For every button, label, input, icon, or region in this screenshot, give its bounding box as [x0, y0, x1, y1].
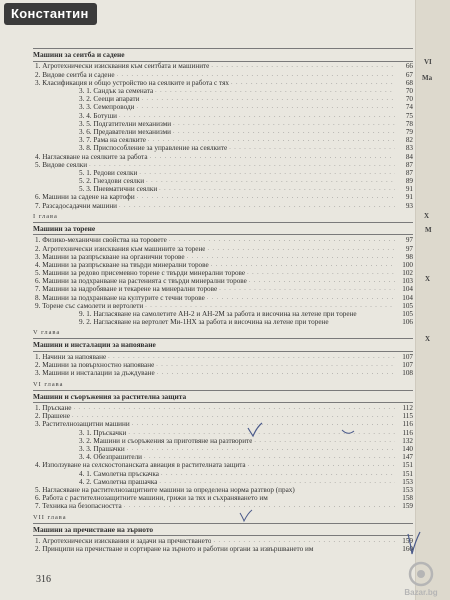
leader-dots: [145, 302, 395, 310]
entry-page-number: 112: [402, 404, 413, 413]
leader-dots: [128, 429, 395, 437]
entry-page-number: 102: [402, 269, 413, 278]
entry-page-number: 153: [402, 485, 413, 494]
bazar-logo-watermark: [396, 560, 446, 598]
toc-entry: [33, 120, 413, 128]
leader-dots: [207, 245, 395, 253]
entry-text: 2. Агротехнически изисквания към машините за торене: [35, 244, 206, 253]
leader-dots: [157, 369, 395, 377]
entry-text: 1. Физико-механични свойства на торовете: [35, 236, 167, 245]
entry-page-number: 116: [402, 428, 413, 437]
toc-section: [33, 513, 413, 554]
entry-text: 9. 2. Нагласяване на вертолет Ми-1НХ за работа и височина на летене при торене: [79, 318, 329, 327]
toc-entry: [33, 404, 413, 412]
entry-page-number: 68: [405, 78, 413, 87]
entry-page-number: 70: [405, 95, 413, 104]
entry-page-number: 97: [405, 236, 413, 245]
entry-page-number: 153: [402, 477, 413, 486]
divider: [33, 222, 413, 223]
entry-text: 3. 3. Семепроводи: [79, 103, 135, 112]
entry-page-number: 132: [402, 436, 413, 445]
leader-dots: [136, 103, 395, 111]
entry-page-number: 105: [402, 310, 413, 319]
entry-page-number: 87: [405, 168, 413, 177]
toc-entry: [33, 261, 413, 269]
entry-text: 2. Видове сеитба и садене: [35, 70, 115, 79]
entry-text: 3. 4. Ботуши: [79, 111, 118, 120]
toc-entry: [33, 103, 413, 111]
entry-text: 3. 4. Обезпрашители: [79, 453, 143, 462]
leader-dots: [150, 153, 395, 161]
leader-dots: [249, 277, 395, 285]
leader-dots: [146, 177, 395, 185]
toc-entry: [33, 494, 413, 502]
entry-text: 5. 2. Гнездови сеялки: [79, 177, 145, 186]
leader-dots: [231, 79, 395, 87]
entry-page-number: 87: [405, 160, 413, 169]
entry-text: 3. 1. Сандък за семената: [79, 87, 154, 96]
entry-page-number: 103: [402, 277, 413, 286]
divider: [33, 61, 413, 62]
leader-dots: [117, 71, 395, 79]
toc-entry: [33, 537, 413, 545]
entry-text: 3. 1. Пръскачки: [79, 428, 127, 437]
leader-dots: [139, 169, 395, 177]
leader-dots: [127, 445, 395, 453]
leader-dots: [169, 236, 395, 244]
toc-entry: [33, 361, 413, 369]
adjacent-page-fragment: VI: [424, 58, 432, 66]
entry-text: 7. Машини за надробяване и текарене на минерални торове: [35, 285, 218, 294]
leader-dots: [213, 537, 395, 545]
entry-text: 3. Класификация и общо устройство на сеялките и работа с тях: [35, 78, 229, 87]
entry-page-number: 107: [402, 361, 413, 370]
toc-entry: [33, 453, 413, 461]
chapter-title: Машини за пречистване на зърното: [33, 524, 154, 534]
entry-page-number: 91: [405, 185, 413, 194]
entry-text: 3. Машини за разпръскване на органични торове: [35, 252, 185, 261]
entry-text: 4. 1. Самолетна пръскачка: [79, 469, 159, 478]
toc-entry: [33, 353, 413, 361]
toc-entry: [33, 310, 413, 318]
entry-page-number: 160: [402, 545, 413, 554]
toc-entry: [33, 161, 413, 169]
leader-dots: [132, 420, 395, 428]
toc-entry: [33, 202, 413, 210]
entry-page-number: 159: [402, 502, 413, 511]
entry-page-number: 97: [405, 244, 413, 253]
entry-page-number: 151: [402, 461, 413, 470]
entry-text: 4. Нагласяване на сеялките за работа: [35, 152, 148, 161]
entry-text: 9. 1. Нагласяване на самолетите АН-2 и АН-2М за работа и височина на летене при торене: [79, 310, 357, 319]
divider: [33, 535, 413, 536]
divider: [33, 402, 413, 403]
entry-text: 3. 2. Машини и съоръжения за приготвяне на разтворите: [79, 436, 253, 445]
toc-entry: [33, 177, 413, 185]
entry-text: 9. Торене със самолети и вертолети: [35, 301, 144, 310]
entry-text: 3. 7. Рама на сеялките: [79, 136, 146, 145]
toc-entry: [33, 277, 413, 285]
adjacent-page-fragment: X: [425, 335, 431, 343]
entry-text: 6. Работа с растителнозащитните машини, грижи за тях и съхраняването им: [35, 494, 268, 503]
leader-dots: [211, 261, 395, 269]
entry-text: 1. Агротехнически изисквания към сеитбата и машините: [35, 62, 210, 71]
toc-entry: [33, 95, 413, 103]
entry-page-number: 93: [405, 201, 413, 210]
leader-dots: [159, 478, 395, 486]
toc-entry: [33, 144, 413, 152]
leader-dots: [74, 404, 396, 412]
toc-entry: [33, 245, 413, 253]
entry-page-number: 74: [405, 103, 413, 112]
leader-dots: [108, 353, 395, 361]
entry-page-number: 116: [402, 420, 413, 429]
leader-dots: [248, 461, 395, 469]
chapter-title: Машини за сеитба и садене: [33, 50, 125, 59]
entry-text: 7. Техника на безопасността: [35, 502, 122, 511]
toc-entry: [33, 502, 413, 510]
entry-text: 3. 8. Приспособление за управление на сеялките: [79, 144, 228, 153]
entry-text: 7. Разсадосадачни машини: [35, 201, 118, 210]
toc-entry: [33, 236, 413, 244]
chapter-label: VI глава: [33, 380, 64, 388]
divider: [33, 351, 413, 352]
entry-text: 1. Начини за напояване: [35, 352, 107, 361]
divider: [33, 234, 413, 235]
toc-entry: [33, 128, 413, 136]
entry-text: 3. 5. Подгатителни механизми: [79, 119, 172, 128]
toc-entry: [33, 79, 413, 87]
leader-dots: [229, 144, 395, 152]
entry-page-number: 104: [402, 285, 413, 294]
divider: [33, 390, 413, 391]
chapter-title: Машини и инсталации за напояване: [33, 340, 156, 350]
toc-entry: [33, 445, 413, 453]
entry-page-number: 140: [402, 444, 413, 453]
entry-page-number: 83: [405, 144, 413, 153]
leader-dots: [148, 136, 395, 144]
toc-entry: [33, 194, 413, 202]
entry-text: 1. Пръскане: [35, 404, 72, 413]
entry-text: 2. Прашене: [35, 412, 70, 421]
toc-entry: [33, 461, 413, 469]
toc-entry: [33, 437, 413, 445]
entry-text: 6. Машини за садене на картофи: [35, 193, 135, 202]
entry-page-number: 151: [402, 469, 413, 478]
entry-page-number: 67: [405, 70, 413, 79]
entry-text: 3. 2. Сеещи апарати: [79, 95, 140, 104]
svg-text:Bazar.bg: Bazar.bg: [404, 588, 438, 597]
entry-text: 3. Растителнозащитни машини: [35, 420, 130, 429]
entry-page-number: 107: [402, 352, 413, 361]
entry-text: 2. Принципи на пречистване и сортиране на зърното и работни органи за извършването им: [35, 545, 314, 554]
entry-page-number: 91: [405, 193, 413, 202]
adjacent-page-fragment: X: [424, 212, 430, 220]
leader-dots: [119, 202, 395, 210]
entry-page-number: 158: [402, 494, 413, 503]
entry-page-number: 100: [402, 260, 413, 269]
entry-page-number: 147: [402, 453, 413, 462]
chapter-label: V глава: [33, 329, 61, 337]
toc-entry: [33, 318, 413, 326]
leader-dots: [142, 95, 395, 103]
toc-entry: [33, 486, 413, 494]
toc-entry: [33, 429, 413, 437]
divider: [33, 338, 413, 339]
toc-entry: [33, 545, 413, 553]
leader-dots: [155, 87, 395, 95]
entry-page-number: 104: [402, 293, 413, 302]
divider: [33, 48, 413, 49]
entry-page-number: 89: [405, 177, 413, 186]
entry-text: 5. Нагласяване на растителнозащитните машини за определена норма разтвор (прах): [35, 485, 295, 494]
entry-text: 5. 1. Редови сеялки: [79, 168, 138, 177]
entry-page-number: 98: [405, 252, 413, 261]
toc-entry: [33, 294, 413, 302]
entry-text: 3. 6. Предавателни механизми: [79, 127, 171, 136]
toc-entry: [33, 420, 413, 428]
chapter-label: VII глава: [33, 513, 67, 521]
leader-dots: [161, 470, 395, 478]
toc-entry: [33, 286, 413, 294]
page-number: 316: [36, 574, 51, 585]
leader-dots: [173, 120, 395, 128]
entry-text: 5. Видове сеялки: [35, 160, 88, 169]
toc-section: [33, 38, 413, 210]
entry-text: 5. Машини за редово присемевно торене с твърди минерални торове: [35, 269, 246, 278]
adjacent-page-fragment: X: [425, 275, 431, 283]
entry-page-number: 115: [402, 412, 413, 421]
leader-dots: [156, 361, 395, 369]
entry-text: 8. Машини за подхранване на културите с течни торове: [35, 293, 205, 302]
adjacent-page-fragment: Ma: [422, 74, 433, 82]
seller-username-badge[interactable]: Константин: [4, 3, 97, 25]
chapter-title: Машини за торене: [33, 223, 96, 233]
toc-entry: [33, 87, 413, 95]
toc-section: [33, 328, 413, 377]
toc-entry: [33, 136, 413, 144]
entry-page-number: 106: [402, 318, 413, 327]
entry-page-number: 108: [402, 369, 413, 378]
toc-entry: [33, 470, 413, 478]
leader-dots: [173, 128, 395, 136]
toc-section: [33, 380, 413, 511]
leader-dots: [72, 412, 395, 420]
toc-entry: [33, 253, 413, 261]
entry-text: 6. Машини за подхранване на растенията с твърди минерални торове: [35, 277, 247, 286]
toc-entry: [33, 112, 413, 120]
chapter-label: I глава: [33, 212, 58, 220]
entry-page-number: 159: [402, 536, 413, 545]
toc-entry: [33, 63, 413, 71]
chapter-title: Машини и съоръжения за растителна защита: [33, 391, 187, 401]
leader-dots: [137, 193, 395, 201]
leader-dots: [247, 269, 395, 277]
entry-page-number: 70: [405, 87, 413, 96]
toc-entry: [33, 369, 413, 377]
entry-text: 4. Използуване на селскостопанската авиация в растителната защита: [35, 461, 246, 470]
leader-dots: [124, 502, 395, 510]
toc-entry: [33, 185, 413, 193]
leader-dots: [119, 112, 395, 120]
leader-dots: [207, 294, 395, 302]
entry-text: 3. 3. Прашачки: [79, 444, 125, 453]
toc-entry: [33, 302, 413, 310]
toc-entry: [33, 412, 413, 420]
entry-page-number: 79: [405, 127, 413, 136]
leader-dots: [219, 285, 395, 293]
leader-dots: [89, 161, 395, 169]
adjacent-page-edge: [415, 0, 450, 600]
toc-entry: [33, 169, 413, 177]
leader-dots: [254, 437, 395, 445]
toc-entry: [33, 71, 413, 79]
entry-page-number: 78: [405, 119, 413, 128]
toc-entry: [33, 478, 413, 486]
leader-dots: [187, 253, 395, 261]
entry-text: 4. 2. Самолетна прашачка: [79, 477, 158, 486]
entry-page-number: 82: [405, 136, 413, 145]
entry-text: 5. 3. Пневматични сеялки: [79, 185, 158, 194]
table-of-contents: [33, 36, 413, 553]
entry-text: 4. Машини за разпръскване на твърди минерални торове: [35, 260, 209, 269]
leader-dots: [159, 185, 395, 193]
toc-entry: [33, 153, 413, 161]
entry-text: 3. Машини и инсталации за дъждуване: [35, 369, 155, 378]
entry-page-number: 105: [402, 301, 413, 310]
entry-page-number: 84: [405, 152, 413, 161]
chapter-label: [33, 38, 413, 47]
adjacent-page-fragment: M: [425, 226, 432, 234]
toc-section: [33, 212, 413, 327]
leader-dots: [144, 453, 395, 461]
entry-page-number: 75: [405, 111, 413, 120]
divider: [33, 523, 413, 524]
leader-dots: [211, 62, 395, 70]
entry-text: 2. Машини за повърхностно напояване: [35, 361, 155, 370]
entry-page-number: 66: [405, 62, 413, 71]
toc-entry: [33, 269, 413, 277]
entry-text: 1. Агротехнически изисквания и задачи на пречистването: [35, 536, 212, 545]
